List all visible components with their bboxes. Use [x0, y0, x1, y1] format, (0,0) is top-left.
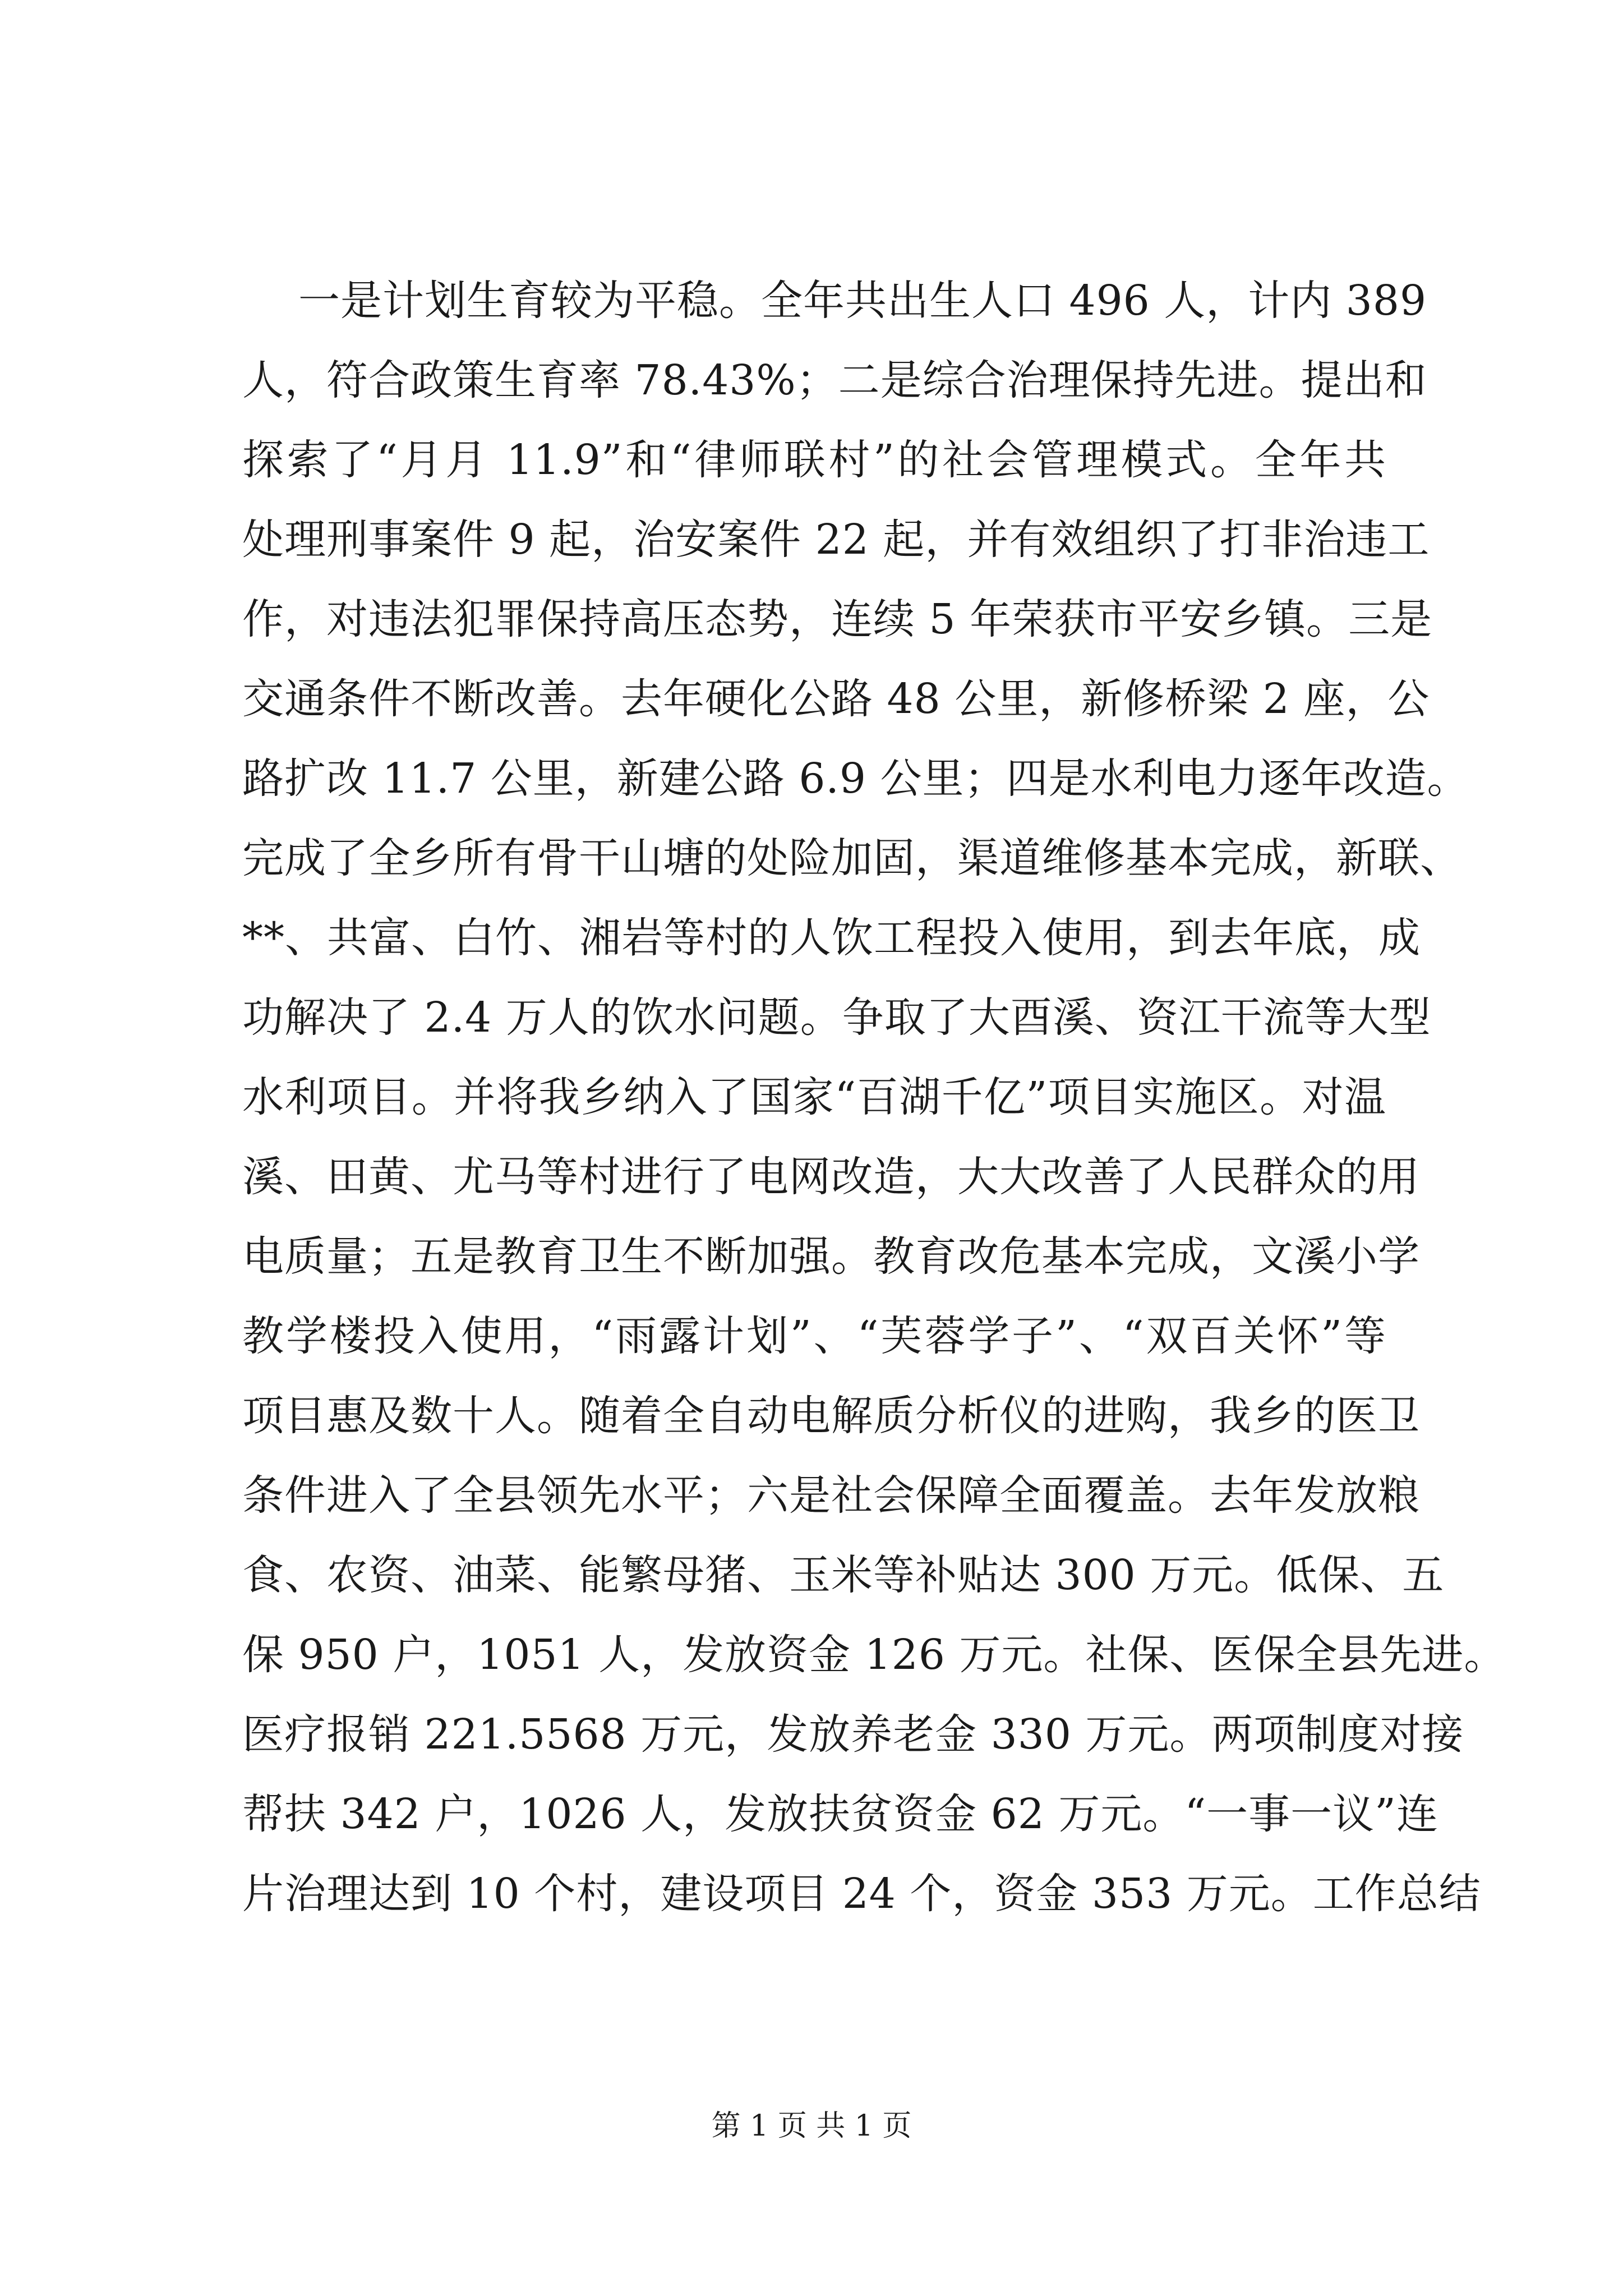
text-line-5: 作，对违法犯罪保持高压态势，连续 5 年荣获市平安乡镇。三是	[242, 595, 1433, 643]
text-line-14: 教学楼投入使用，“雨露计划”、“芙蓉学子”、“双百关怀”等	[242, 1312, 1386, 1360]
text-line-12: 溪、田黄、尤马等村进行了电网改造，大大改善了人民群众的用	[242, 1153, 1420, 1201]
page-number: 第 1 页 共 1 页	[711, 2109, 912, 2143]
text-line-20: 帮扶 342 户，1026 人，发放扶贫资金 62 万元。“一事一议”连	[242, 1790, 1439, 1838]
text-line-18: 保 950 户，1051 人，发放资金 126 万元。社保、医保全县先进。	[242, 1631, 1506, 1679]
text-line-6: 交通条件不断改善。去年硬化公路 48 公里，新修桥梁 2 座，公	[242, 675, 1430, 723]
page-footer	[0, 2106, 1623, 2146]
text-line-16: 条件进入了全县领先水平；六是社会保障全面覆盖。去年发放粮	[242, 1471, 1420, 1520]
text-line-15: 项目惠及数十人。随着全自动电解质分析仪的进购，我乡的医卫	[242, 1392, 1420, 1440]
text-line-1: 一是计划生育较为平稳。全年共出生人口 496 人，计内 389	[298, 277, 1427, 325]
text-line-2: 人，符合政策生育率 78.43%；二是综合治理保持先进。提出和	[242, 356, 1427, 404]
text-line-17: 食、农资、油菜、能繁母猪、玉米等补贴达 300 万元。低保、五	[242, 1551, 1445, 1599]
text-line-11: 水利项目。并将我乡纳入了国家“百湖千亿”项目实施区。对温	[242, 1073, 1386, 1121]
body-paragraph	[242, 261, 1506, 1934]
text-line-9: **、共富、白竹、湘岩等村的人饮工程投入使用，到去年底，成	[242, 914, 1421, 962]
text-line-10: 功解决了 2.4 万人的饮水问题。争取了大酉溪、资江干流等大型	[242, 993, 1431, 1042]
text-line-21: 片治理达到 10 个村，建设项目 24 个，资金 353 万元。工作总结	[242, 1870, 1481, 1918]
text-line-13: 电质量；五是教育卫生不断加强。教育改危基本完成，文溪小学	[242, 1232, 1420, 1281]
text-line-7: 路扩改 11.7 公里，新建公路 6.9 公里；四是水利电力逐年改造。	[242, 754, 1469, 803]
text-line-4: 处理刑事案件 9 起，治安案件 22 起，并有效组织了打非治违工	[242, 516, 1430, 564]
text-line-8: 完成了全乡所有骨干山塘的处险加固，渠道维修基本完成，新联、	[242, 834, 1462, 882]
text-line-19: 医疗报销 221.5568 万元，发放养老金 330 万元。两项制度对接	[242, 1710, 1464, 1759]
text-line-3: 探索了“月月 11.9”和“律师联村”的社会管理模式。全年共	[242, 436, 1386, 484]
